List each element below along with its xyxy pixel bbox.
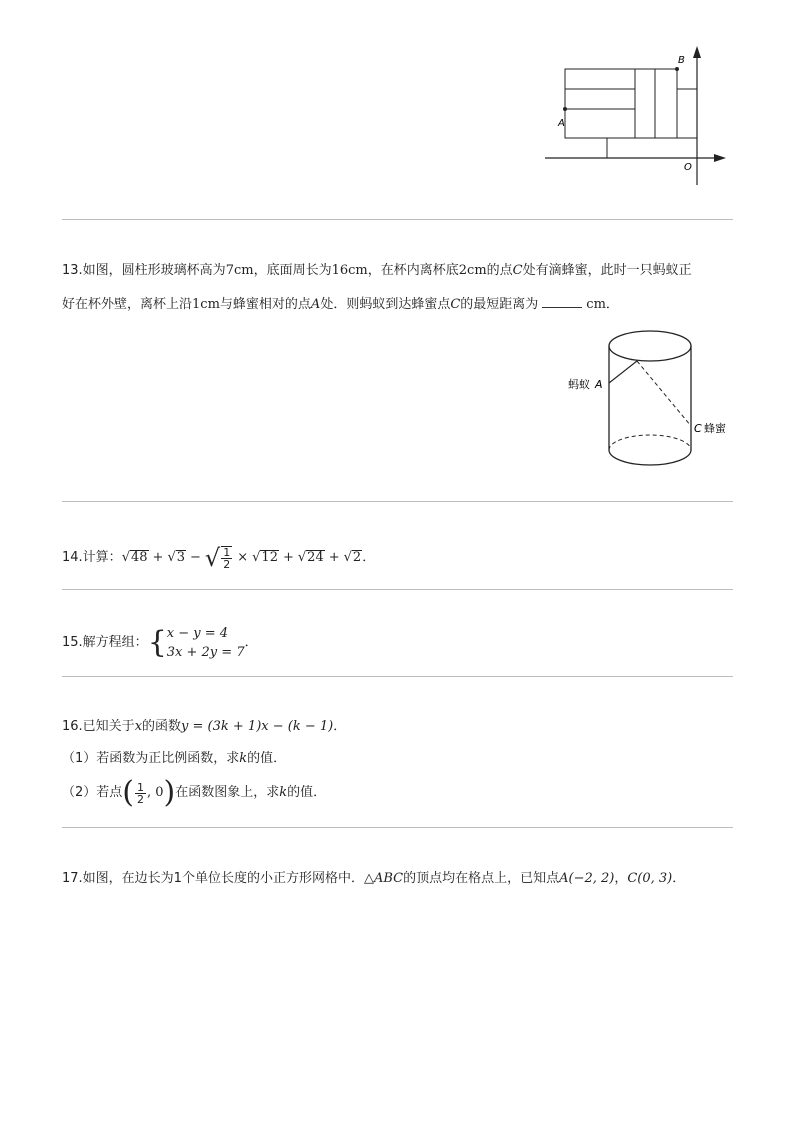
q15-line: 15.解方程组： { x − y = 4 3x + 2y = 7 ． bbox=[62, 625, 258, 660]
q12-figure bbox=[540, 40, 740, 190]
rect-top bbox=[565, 69, 635, 89]
divider-5 bbox=[62, 827, 733, 828]
q16-line1: 16.已知关于x的函数y = (3k + 1)x − (k − 1)． bbox=[62, 719, 347, 734]
ant-path-dashed bbox=[637, 361, 691, 426]
point-b bbox=[675, 67, 679, 71]
label-ant-a: A bbox=[595, 378, 603, 391]
ant-path-solid bbox=[609, 361, 637, 383]
q14-fraction: $\frac{1}{2}$ bbox=[223, 546, 231, 571]
cylinder-top bbox=[609, 331, 691, 361]
x-axis-arrow-icon bbox=[714, 154, 726, 162]
rect-right bbox=[677, 89, 697, 138]
y-axis-arrow-icon bbox=[693, 46, 701, 58]
divider-1 bbox=[62, 219, 733, 220]
brace-icon: { bbox=[147, 625, 167, 660]
label-c: C bbox=[694, 422, 702, 435]
point-a bbox=[563, 107, 567, 111]
q13-line1: 13.如图，圆柱形玻璃杯高为7cm，底面周长为16cm，在杯内离杯底2cm的点C处有滴蜂蜜，此时一只蚂蚁正 bbox=[62, 263, 692, 278]
label-b: B bbox=[678, 55, 685, 66]
q16-part2: （2）若点 ( $\frac{1}{2}$ , 0 ) 在函数图象上，求 k 的值． bbox=[62, 775, 327, 810]
cylinder-bottom-front bbox=[609, 450, 691, 465]
rect-v1 bbox=[635, 69, 655, 138]
q13-cylinder-figure bbox=[562, 325, 742, 475]
cylinder-bottom-back bbox=[609, 435, 691, 450]
q16-part1: （1）若函数为正比例函数，求k的值． bbox=[62, 751, 287, 766]
label-ant: 蚂蚁 bbox=[568, 378, 590, 391]
q17-line: 17.如图，在边长为1个单位长度的小正方形网格中．△ABC的顶点均在格点上，已知点A(−2, 2)，C(0, 3)． bbox=[62, 871, 686, 886]
rect-bottom bbox=[607, 138, 697, 158]
q14-line: 14.计算： √48 + √3 − √ $\frac{1}{2}$ × √12 + √24 + √2 ． bbox=[62, 544, 376, 572]
divider-2 bbox=[62, 501, 733, 502]
label-a: A bbox=[558, 118, 565, 129]
rect-low bbox=[565, 109, 635, 138]
divider-3 bbox=[62, 589, 733, 590]
divider-4 bbox=[62, 676, 733, 677]
q13-line2: 好在杯外壁，离杯上沿1cm与蜂蜜相对的点A处．则蚂蚁到达蜂蜜点C的最短距离为 cm． bbox=[62, 297, 619, 312]
label-o: O bbox=[684, 162, 692, 173]
equation-system: x − y = 4 3x + 2y = 7 bbox=[166, 626, 245, 660]
rect-v2 bbox=[655, 69, 677, 138]
label-honey: 蜂蜜 bbox=[704, 422, 726, 435]
q16-fraction: $\frac{1}{2}$ bbox=[137, 780, 144, 806]
rect-mid bbox=[565, 89, 635, 109]
answer-blank[interactable] bbox=[542, 295, 582, 308]
